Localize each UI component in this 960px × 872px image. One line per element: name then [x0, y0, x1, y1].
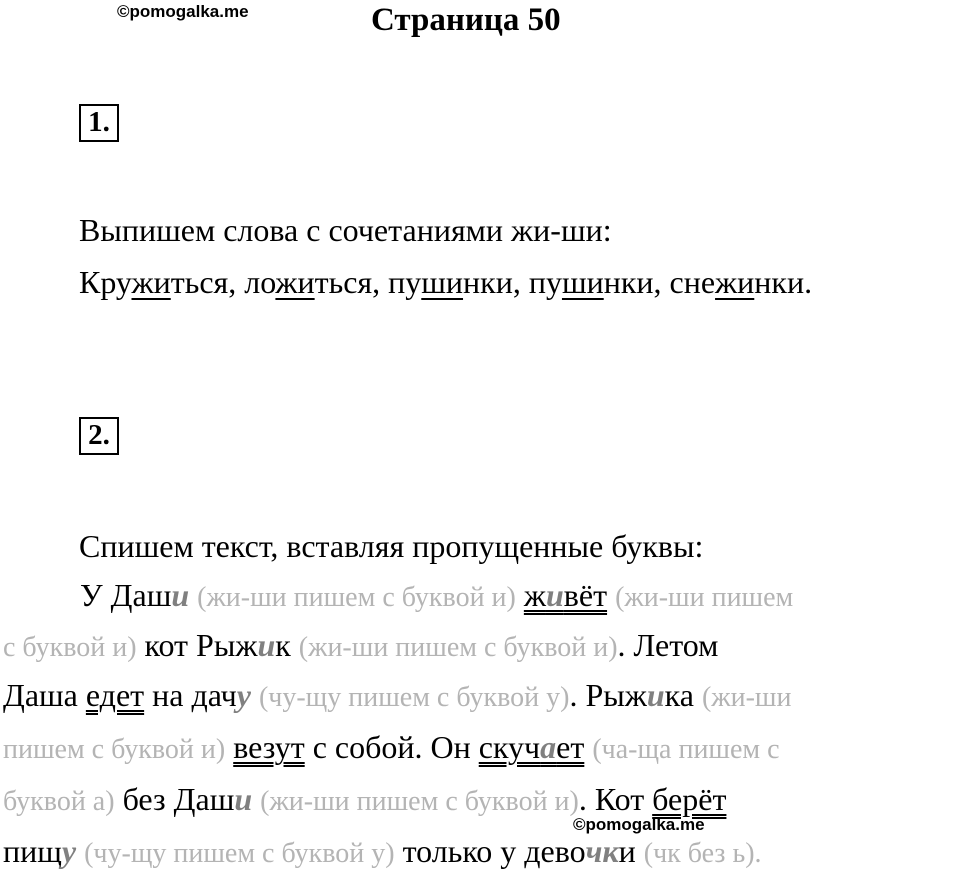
- hint: (жи-ши пишем с буквой и): [260, 786, 579, 817]
- text: Даша: [3, 677, 86, 713]
- text: без Даш: [114, 781, 235, 817]
- hint: буквой а): [3, 786, 115, 817]
- hint: (чу-щу пишем с буквой у): [84, 838, 395, 869]
- inserted-letter: у: [236, 677, 251, 713]
- inserted-letter: у: [61, 833, 77, 869]
- hint: (чк без ь).: [643, 838, 762, 869]
- text: У Даш: [80, 577, 172, 613]
- task-1-intro: Выпишем слова с сочетаниями жи-ши:: [79, 212, 612, 248]
- watermark-bottom: ©pomogalka.me: [573, 815, 705, 834]
- text: ж: [523, 577, 546, 613]
- underlined-letters: ши: [561, 264, 604, 300]
- hint: (ча-ща пишем с: [592, 734, 780, 765]
- text-line-2: [3, 627, 718, 666]
- verb-underlined: берёт: [652, 781, 727, 817]
- text: вёт: [563, 577, 608, 613]
- text: с собой. Он: [304, 729, 479, 765]
- inserted-letter: и: [234, 781, 253, 817]
- word-text: ться,: [314, 264, 389, 300]
- word-text: пу: [528, 264, 562, 300]
- word-text: нки,: [603, 264, 670, 300]
- text: кот Рыж: [136, 627, 258, 663]
- text: пищ: [3, 833, 62, 869]
- text-line-6: [3, 833, 762, 872]
- inserted-letters: чк: [585, 833, 619, 869]
- text: на дач: [144, 677, 237, 713]
- word-text: пу: [388, 264, 422, 300]
- hint: (жи-ши пишем с буквой и): [197, 582, 516, 613]
- space: [251, 677, 259, 713]
- word-text: нки.: [754, 264, 813, 300]
- text-line-3: [3, 677, 791, 716]
- text: ет: [556, 729, 585, 765]
- text: ка: [664, 677, 702, 713]
- underlined-letters: ши: [421, 264, 464, 300]
- hint: (жи-ши пишем с буквой и): [298, 632, 618, 663]
- space: [607, 577, 615, 613]
- underlined-letters: жи: [275, 264, 315, 300]
- task-2-intro: Спишем текст, вставляя пропущенные буквы:: [79, 528, 704, 564]
- hint: (жи-ши пишем: [615, 582, 794, 613]
- underlined-letters: жи: [131, 264, 171, 300]
- underlined-letters: жи: [715, 264, 755, 300]
- space: [252, 781, 260, 817]
- word-text: Кру: [79, 264, 132, 300]
- text: . Летом: [617, 627, 719, 663]
- inserted-letter: и: [545, 577, 564, 613]
- word-text: нки,: [463, 264, 529, 300]
- hint: (жи-ши: [701, 682, 792, 713]
- task-1-number: 1.: [79, 104, 119, 142]
- text: . Кот: [578, 781, 653, 817]
- text: . Рыж: [569, 677, 647, 713]
- hint: пишем с буквой и): [3, 734, 226, 765]
- text-line-1: [80, 577, 793, 616]
- space: [76, 833, 84, 869]
- text-line-4: [3, 729, 780, 768]
- task-1-words: [79, 264, 812, 300]
- task-2-number: 2.: [79, 417, 119, 455]
- verb-underlined: везут: [233, 729, 305, 765]
- text: только у дево: [394, 833, 586, 869]
- verb-underlined: [479, 729, 585, 765]
- hint: с буквой и): [3, 632, 137, 663]
- text: скуч: [478, 729, 541, 765]
- verb-underlined: [524, 577, 607, 613]
- inserted-letter: и: [171, 577, 190, 613]
- word-text: ться,: [170, 264, 245, 300]
- verb-underlined: едет: [85, 677, 145, 713]
- watermark-top: ©pomogalka.me: [117, 2, 249, 21]
- word-text: сне: [669, 264, 716, 300]
- word-text: ло: [244, 264, 276, 300]
- space: [516, 577, 524, 613]
- hint: (чу-щу пишем с буквой у): [258, 682, 570, 713]
- inserted-letter: и: [646, 677, 665, 713]
- text: и: [618, 833, 644, 869]
- text: к: [275, 627, 299, 663]
- inserted-letter: а: [540, 729, 557, 765]
- inserted-letter: и: [257, 627, 276, 663]
- page-title: Страница 50: [371, 2, 561, 38]
- space: [189, 577, 197, 613]
